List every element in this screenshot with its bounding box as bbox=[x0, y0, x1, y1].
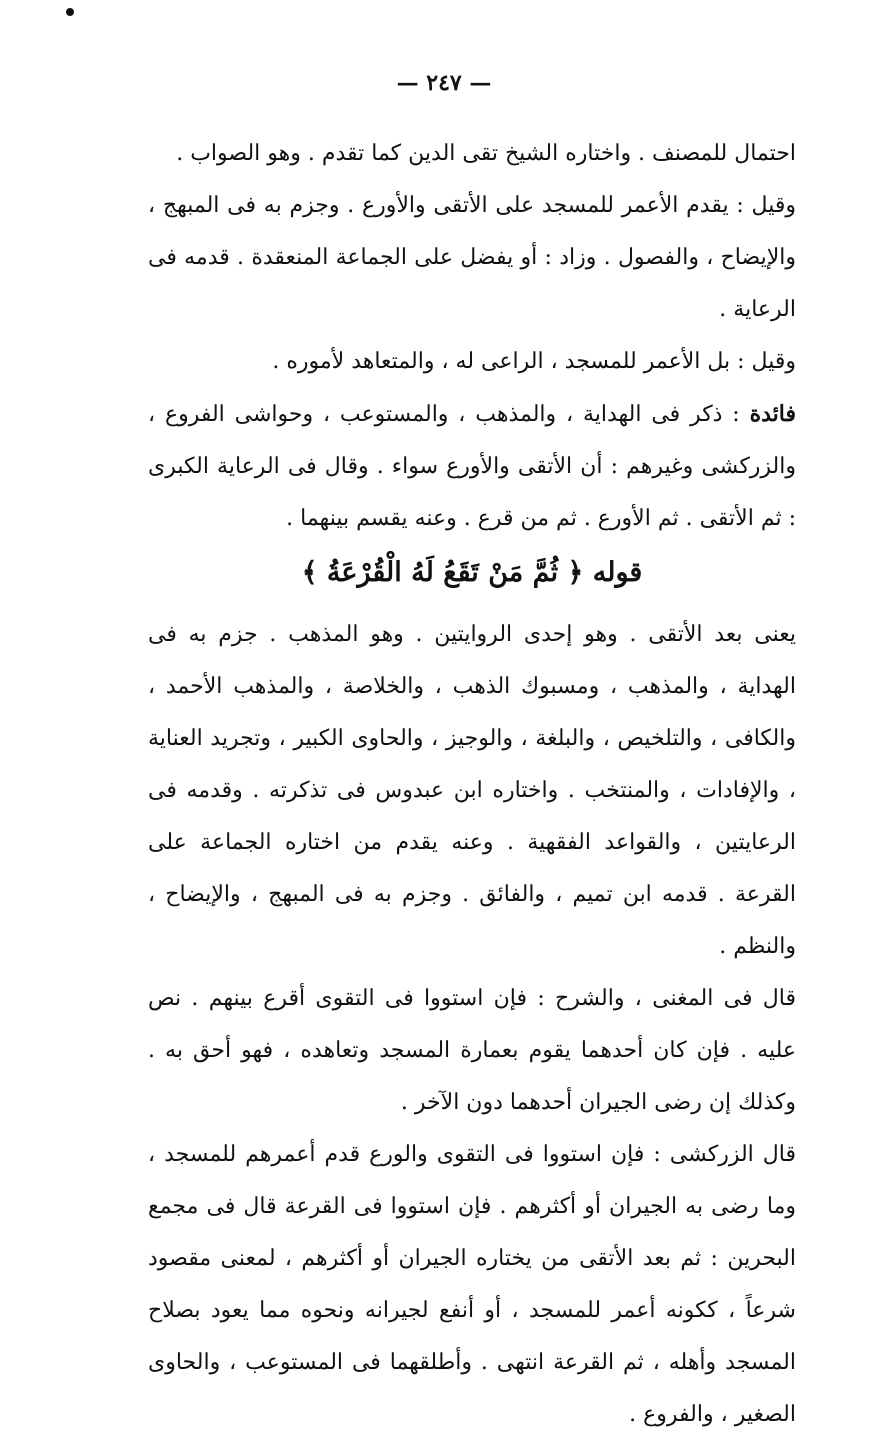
paragraph: احتمال للمصنف . واختاره الشيخ تقى الدين كما تقدم . وهو الصواب . bbox=[176, 141, 796, 166]
corner-dot bbox=[66, 8, 74, 16]
benefit-term: فائدة bbox=[749, 401, 796, 427]
paragraph: قال فى المغنى ، والشرح : فإن استووا فى التقوى أقرع بينهم . نص عليه . فإن كان أحدهما يقوم بعمارة المسجد وتعاهده ، فهو أحق به . وكذلك إن رضى الجيران أحدهما دون الآخر . bbox=[148, 986, 796, 1115]
paragraph: قال الزركشى : فإن استووا فى التقوى والورع قدم أعمرهم للمسجد ، وما رضى به الجيران أو أكثرهم . فإن استووا فى القرعة قال فى مجمع البحرين : ثم بعد الأتقى من يختاره الجيران أو أكثرهم ، لمعنى مقصود شرعاً ، ككونه أعمر للمسجد ، أو أنفع لجيرانه ونحوه مما يعود بصلاح المسجد وأهله ، ثم القرعة انتهى . وأطلقهما فى المستوعب ، والحاوى الصغير ، والفروع . bbox=[148, 1142, 796, 1427]
page-number: — ٢٤٧ — bbox=[396, 70, 492, 96]
page-body bbox=[148, 128, 796, 1441]
spacer bbox=[148, 601, 796, 609]
section-heading: قوله ﴿ ثُمَّ مَنْ تَقَعُ لَهُ الْقُرْعَةُ ﴾ bbox=[301, 557, 643, 588]
paragraph: وقيل : بل الأعمر للمسجد ، الراعى له ، والمتعاهد لأموره . bbox=[272, 349, 796, 374]
paragraph: يعنى بعد الأتقى . وهو إحدى الروايتين . وهو المذهب . جزم به فى الهداية ، والمذهب ، ومسبوك الذهب ، والخلاصة ، والمذهب الأحمد ، والكافى ، والتلخيص ، والبلغة ، والوجيز ، والحاوى الكبير ، وتجريد العناية ، والإفادات ، والمنتخب . واختاره ابن عبدوس فى تذكرته . وقدمه فى الرعايتين ، والقواعد الفقهية . وعنه يقدم من اختاره الجماعة على القرعة . قدمه ابن تميم ، والفائق . وجزم به فى المبهج ، والإيضاح ، والنظم . bbox=[148, 622, 796, 959]
benefit-text: : ذكر فى الهداية ، والمذهب ، والمستوعب ، وحواشى الفروع ، والزركشى وغيرهم : أن الأتقى والأورع سواء . وقال فى الرعاية الكبرى : ثم الأتقى . ثم الأورع . ثم من قرع . وعنه يقسم بينهما . bbox=[148, 402, 796, 531]
benefit-paragraph bbox=[148, 388, 796, 545]
paragraph: وقيل : يقدم الأعمر للمسجد على الأتقى والأورع . وجزم به فى المبهج ، والإيضاح ، والفصول . وزاد : أو يفضل على الجماعة المنعقدة . قدمه فى الرعاية . bbox=[148, 193, 796, 322]
